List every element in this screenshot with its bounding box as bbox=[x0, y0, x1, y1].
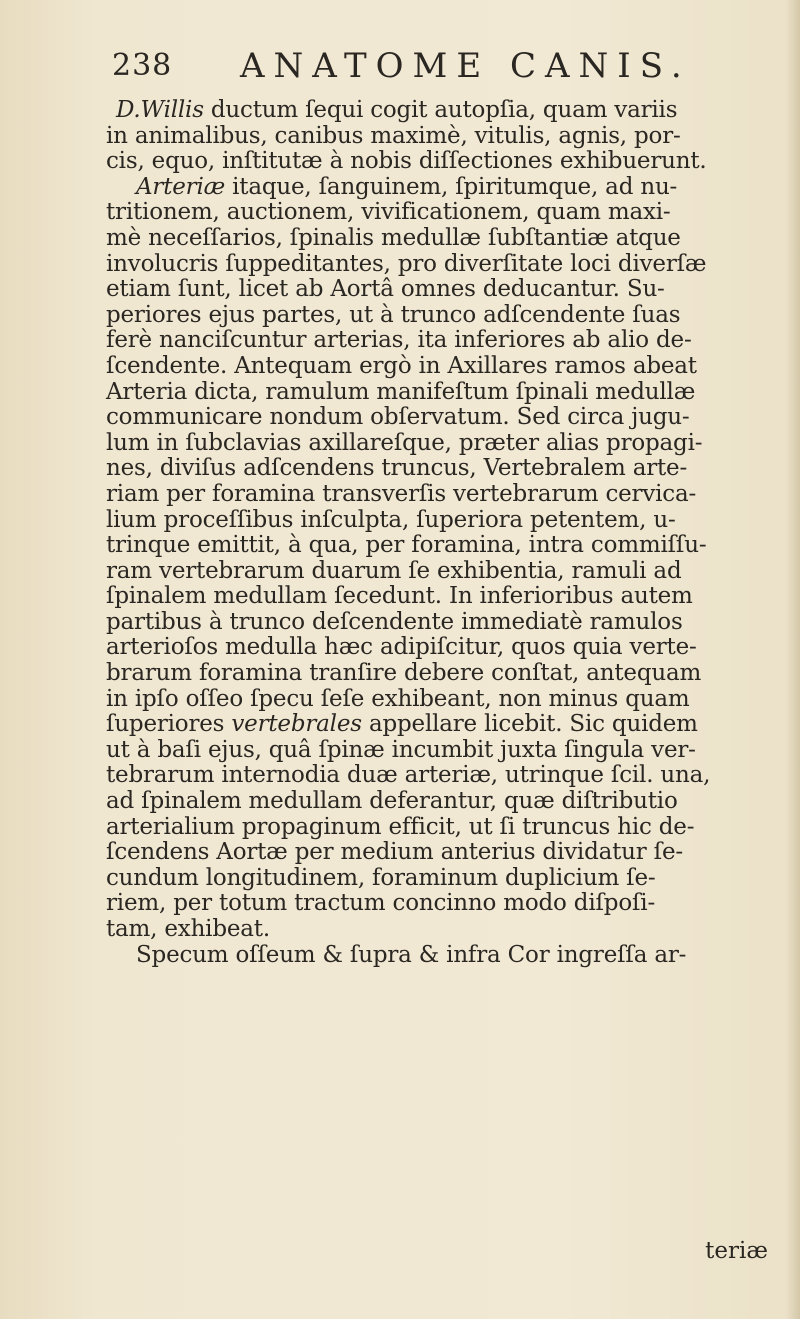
text-line: ſpinalem medullam ſecedunt. In inferioribus autem bbox=[106, 583, 693, 610]
text-line: etiam ſunt, licet ab Aortâ omnes deducantur. Su- bbox=[106, 276, 665, 303]
text-line: cis, equo, inſtitutæ à nobis diſſectiones exhibuerunt. bbox=[106, 148, 707, 175]
page-number: 238 bbox=[112, 48, 173, 83]
text-line: ſuperiores vertebrales appellare licebit. Sic quidem bbox=[106, 711, 698, 738]
text-line: nes, diviſus adſcendens truncus, Vertebralem arte- bbox=[106, 455, 688, 482]
text-line: lum in ſubclavias axillareſque, præter alias propagi- bbox=[106, 429, 703, 456]
body-text bbox=[106, 98, 786, 968]
text-line: riem, per totum tractum concinno modo diſpoſi- bbox=[106, 890, 656, 917]
text-line: tam, exhibeat. bbox=[106, 916, 270, 942]
text-line: communicare nondum obſervatum. Sed circa jugu- bbox=[106, 404, 690, 431]
text-line: partibus à trunco deſcendente immediatè ramulos bbox=[106, 608, 683, 635]
page-edge-shadow bbox=[786, 0, 800, 1319]
text-line: arterioſos medulla hæc adipiſcitur, quos quia verte- bbox=[106, 634, 697, 661]
catchword: teriæ bbox=[705, 1238, 768, 1264]
text-line: ferè nanciſcuntur arterias, ita inferiores ab alio de- bbox=[106, 327, 692, 354]
running-title: ANATOME CANIS. bbox=[240, 46, 691, 86]
text-line: mè neceſſarios, ſpinalis medullæ ſubſtantiæ atque bbox=[106, 224, 681, 251]
text-line: ut à baſi ejus, quâ ſpinæ incumbit juxta ſingula ver- bbox=[106, 736, 696, 763]
italic-word: D.Willis bbox=[116, 97, 204, 123]
text-line: in ipſo oſſeo ſpecu ſeſe exhibeant, non minus quam bbox=[106, 685, 690, 712]
text-line: brarum foramina tranſire debere conſtat, antequam bbox=[106, 660, 702, 687]
text-line: in animalibus, canibus maximè, vitulis, agnis, por- bbox=[106, 122, 681, 149]
text-line: involucris ſuppeditantes, pro diverſitate loci diverſæ bbox=[106, 250, 707, 277]
text-line: tebrarum internodia duæ arteriæ, utrinque ſcil. una, bbox=[106, 762, 711, 789]
text-line: trinque emittit, à qua, per foramina, intra commiſſu- bbox=[106, 532, 707, 559]
text-line: tritionem, auctionem, vivificationem, quam maxi- bbox=[106, 199, 671, 226]
text-line: ram vertebrarum duarum ſe exhibentia, ramuli ad bbox=[106, 557, 682, 584]
text-line: periores ejus partes, ut à trunco adſcendente ſuas bbox=[106, 301, 681, 328]
italic-word: Arteriæ bbox=[136, 173, 226, 200]
text-line: ſcendens Aortæ per medium anterius dividatur ſe- bbox=[106, 839, 683, 866]
text-line: D.Willis ductum ſequi cogit autopſia, quam variis bbox=[116, 97, 678, 123]
catchword-row bbox=[106, 1238, 768, 1266]
text-line: Specum oſſeum & ſupra & infra Cor ingreſſa ar- bbox=[136, 941, 687, 968]
text-line: riam per foramina transverſis vertebrarum cervica- bbox=[106, 480, 697, 507]
italic-word: vertebrales bbox=[231, 711, 362, 738]
text-line: cundum longitudinem, foraminum duplicium ſe- bbox=[106, 864, 656, 891]
page-header bbox=[112, 46, 712, 90]
text-line: Arteria dicta, ramulum manifeſtum ſpinali medullæ bbox=[106, 378, 696, 405]
text-line: lium proceſſibus inſculpta, ſuperiora petentem, u- bbox=[106, 506, 676, 533]
text-line: Arteriæ itaque, ſanguinem, ſpiritumque, ad nu- bbox=[136, 173, 678, 200]
text-line: ad ſpinalem medullam deferantur, quæ diſtributio bbox=[106, 788, 678, 815]
text-line: ſcendente. Antequam ergò in Axillares ramos abeat bbox=[106, 352, 697, 379]
text-line: arterialium propaginum efficit, ut ſi truncus hic de- bbox=[106, 813, 695, 840]
